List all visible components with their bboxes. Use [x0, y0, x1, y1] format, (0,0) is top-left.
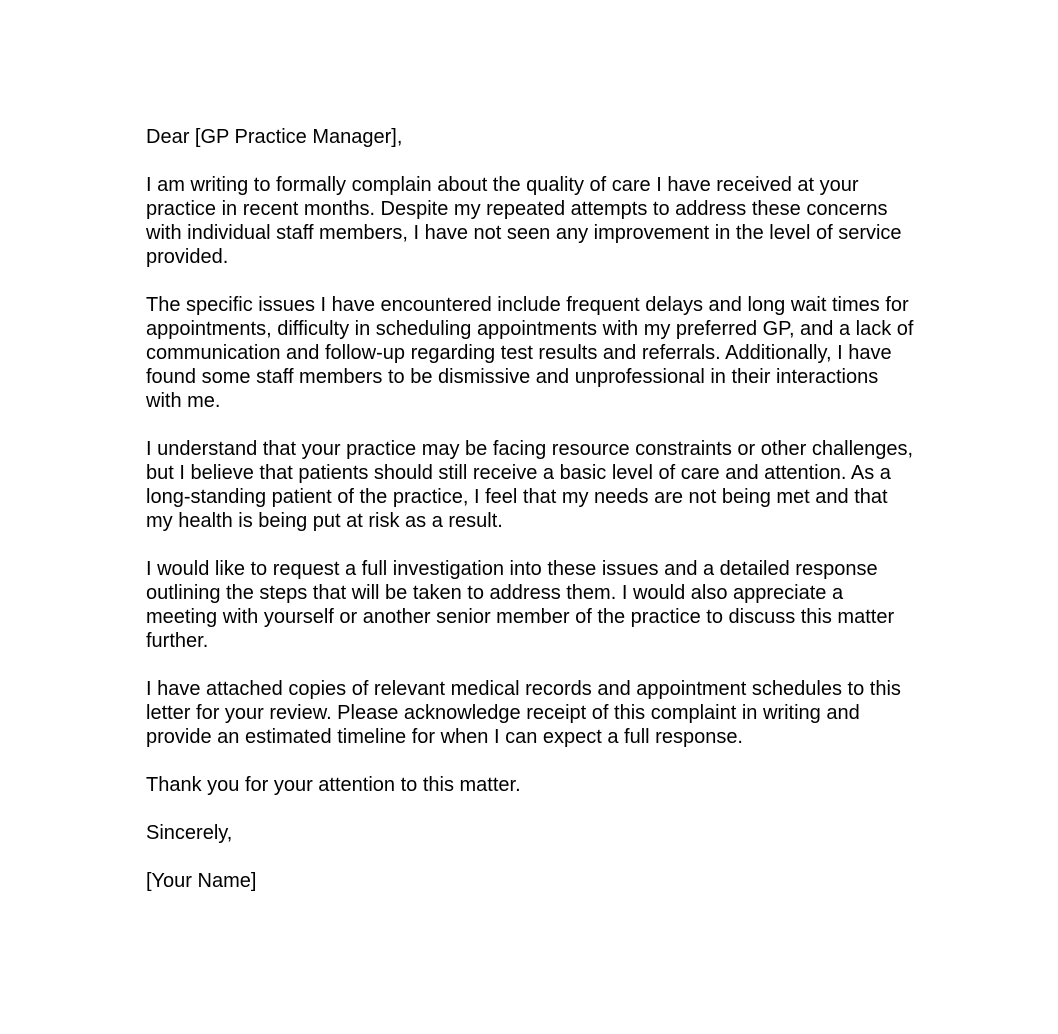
letter-paragraph: Thank you for your attention to this matter.: [146, 774, 521, 796]
letter-paragraph: I have attached copies of relevant medical records and appointment schedules to this letter for your review. Please acknowledge receipt of this complaint in writing and provide an estimated timeline for when I can expect a full response.: [146, 678, 901, 748]
letter-signature: [Your Name]: [146, 870, 257, 892]
letter-paragraph: I am writing to formally complain about the quality of care I have received at your practice in recent months. Despite my repeated attempts to address these concerns with individual staff members, I have not seen any improvement in the level of service provided.: [146, 174, 902, 268]
complaint-letter: [146, 125, 916, 893]
letter-closing: Sincerely,: [146, 822, 233, 844]
letter-salutation: Dear [GP Practice Manager],: [146, 126, 403, 148]
letter-paragraph: I understand that your practice may be facing resource constraints or other challenges, but I believe that patients should still receive a basic level of care and attention. As a long-standing patient of the practice, I feel that my needs are not being met and that my health is being put at risk as a result.: [146, 438, 914, 532]
letter-paragraph: The specific issues I have encountered include frequent delays and long wait times for appointments, difficulty in scheduling appointments with my preferred GP, and a lack of communication and follow-up regarding test results and referrals. Additionally, I have found some staff members to be dismissive and unprofessional in their interactions with me.: [146, 294, 914, 412]
letter-paragraph: I would like to request a full investigation into these issues and a detailed response outlining the steps that will be taken to address them. I would also appreciate a meeting with yourself or another senior member of the practice to discuss this matter further.: [146, 558, 895, 652]
